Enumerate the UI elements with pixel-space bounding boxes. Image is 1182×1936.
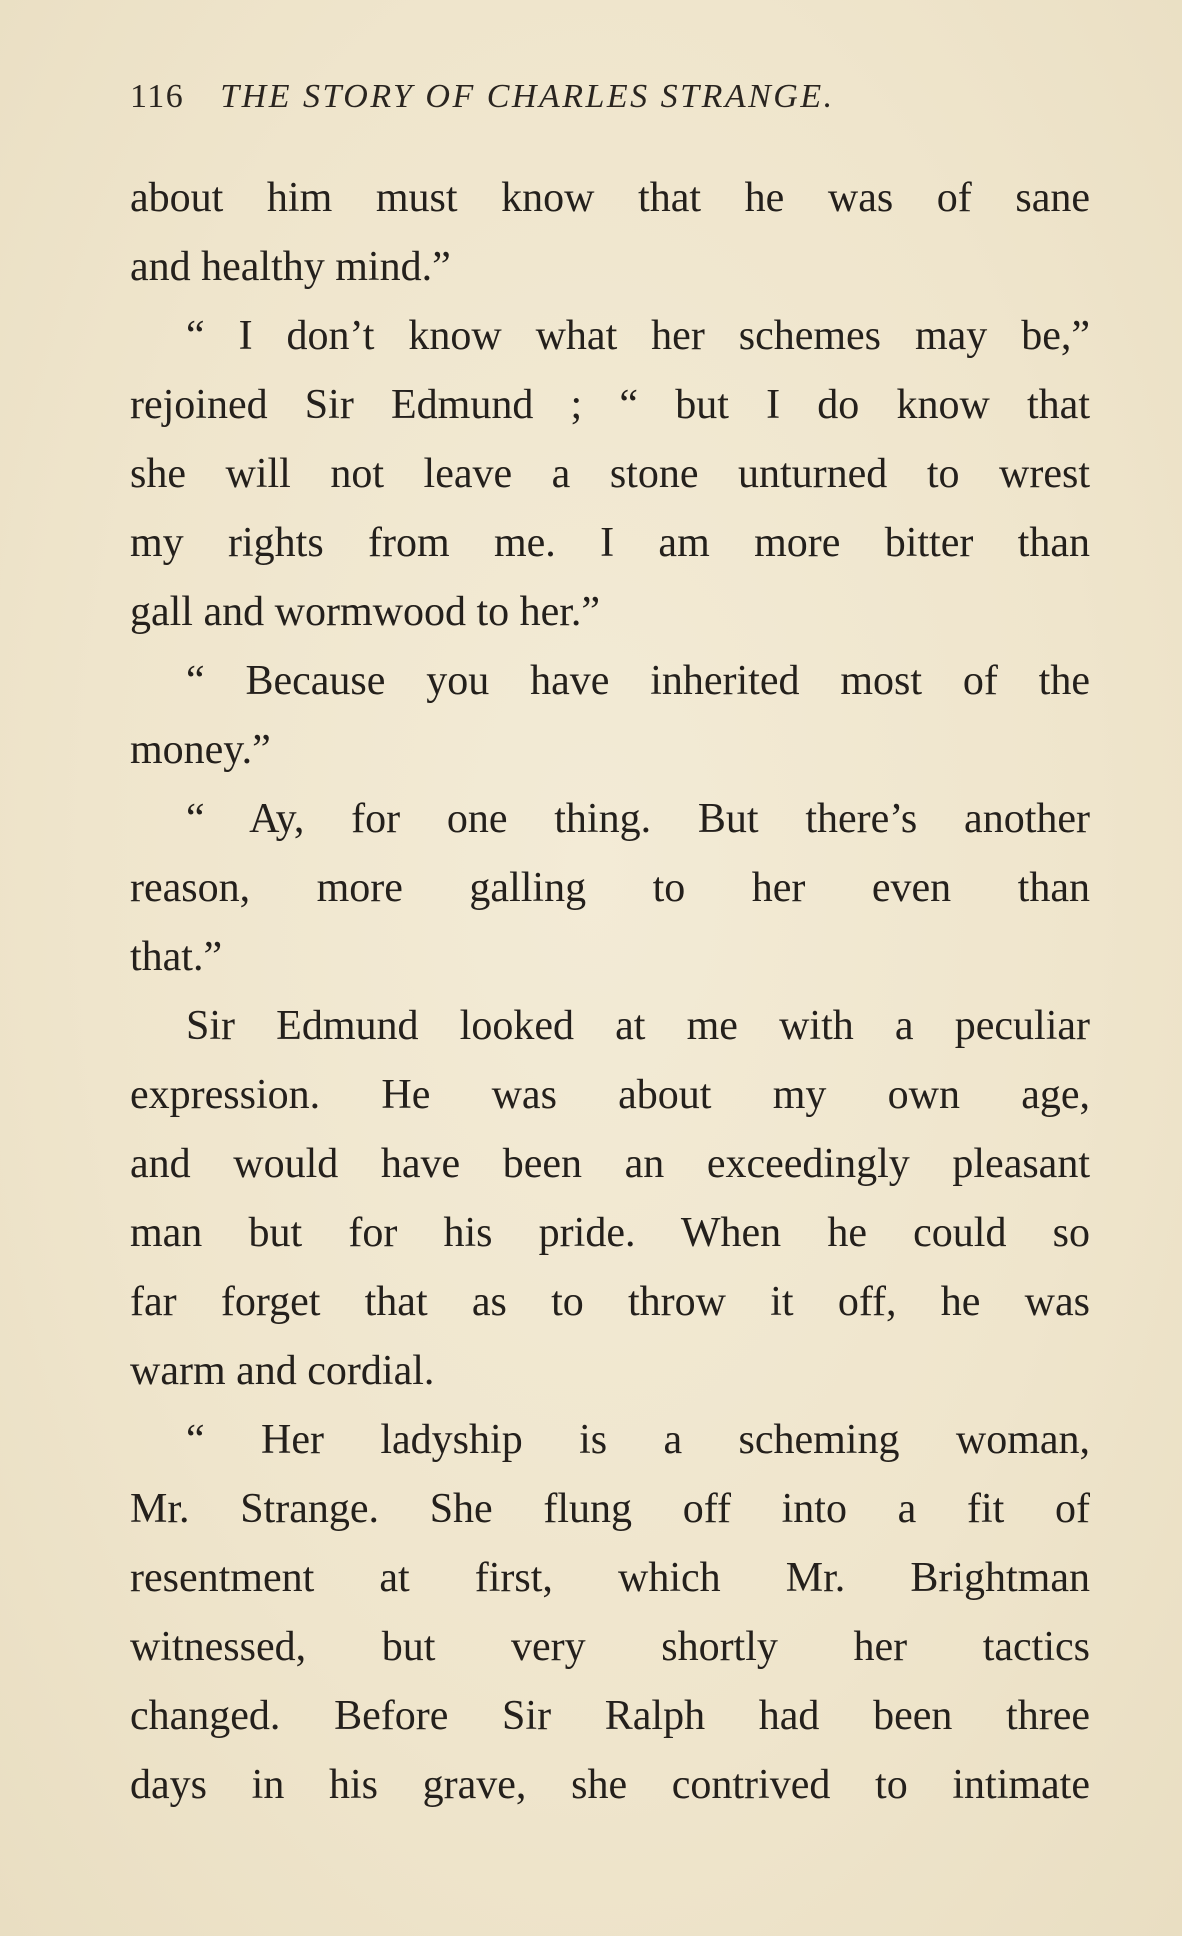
text-line: my rights from me. I am more bitter than	[130, 520, 1090, 566]
text-line: days in his grave, she contrived to intimate	[130, 1762, 1090, 1808]
text-line: far forget that as to throw it off, he was	[130, 1279, 1090, 1325]
text-line: rejoined Sir Edmund ; “ but I do know that	[130, 382, 1090, 428]
text-line: gall and wormwood to her.”	[130, 589, 601, 635]
text-line: money.”	[130, 727, 271, 773]
text-line: changed. Before Sir Ralph had been three	[130, 1693, 1090, 1739]
running-head	[130, 78, 1050, 128]
text-line: and would have been an exceedingly pleasant	[130, 1141, 1090, 1187]
text-line: she will not leave a stone unturned to wrest	[130, 451, 1090, 497]
text-line: reason, more galling to her even than	[130, 865, 1090, 911]
text-line: resentment at first, which Mr. Brightman	[130, 1555, 1090, 1601]
text-line: “ I don’t know what her schemes may be,”	[186, 313, 1090, 359]
text-line: expression. He was about my own age,	[130, 1072, 1090, 1118]
body-text	[130, 168, 1090, 1824]
text-line: witnessed, but very shortly her tactics	[130, 1624, 1090, 1670]
text-line: “ Because you have inherited most of the	[186, 658, 1090, 704]
text-line: and healthy mind.”	[130, 244, 451, 290]
page-number: 116	[130, 78, 185, 115]
text-line: Mr. Strange. She flung off into a fit of	[130, 1486, 1090, 1532]
text-line: Sir Edmund looked at me with a peculiar	[186, 1003, 1090, 1049]
text-line: man but for his pride. When he could so	[130, 1210, 1090, 1256]
text-line: “ Her ladyship is a scheming woman,	[186, 1417, 1090, 1463]
text-line: “ Ay, for one thing. But there’s another	[186, 796, 1090, 842]
running-title: THE STORY OF CHARLES STRANGE.	[220, 78, 835, 115]
text-line: warm and cordial.	[130, 1348, 435, 1394]
text-line: about him must know that he was of sane	[130, 175, 1090, 221]
text-line: that.”	[130, 934, 223, 980]
